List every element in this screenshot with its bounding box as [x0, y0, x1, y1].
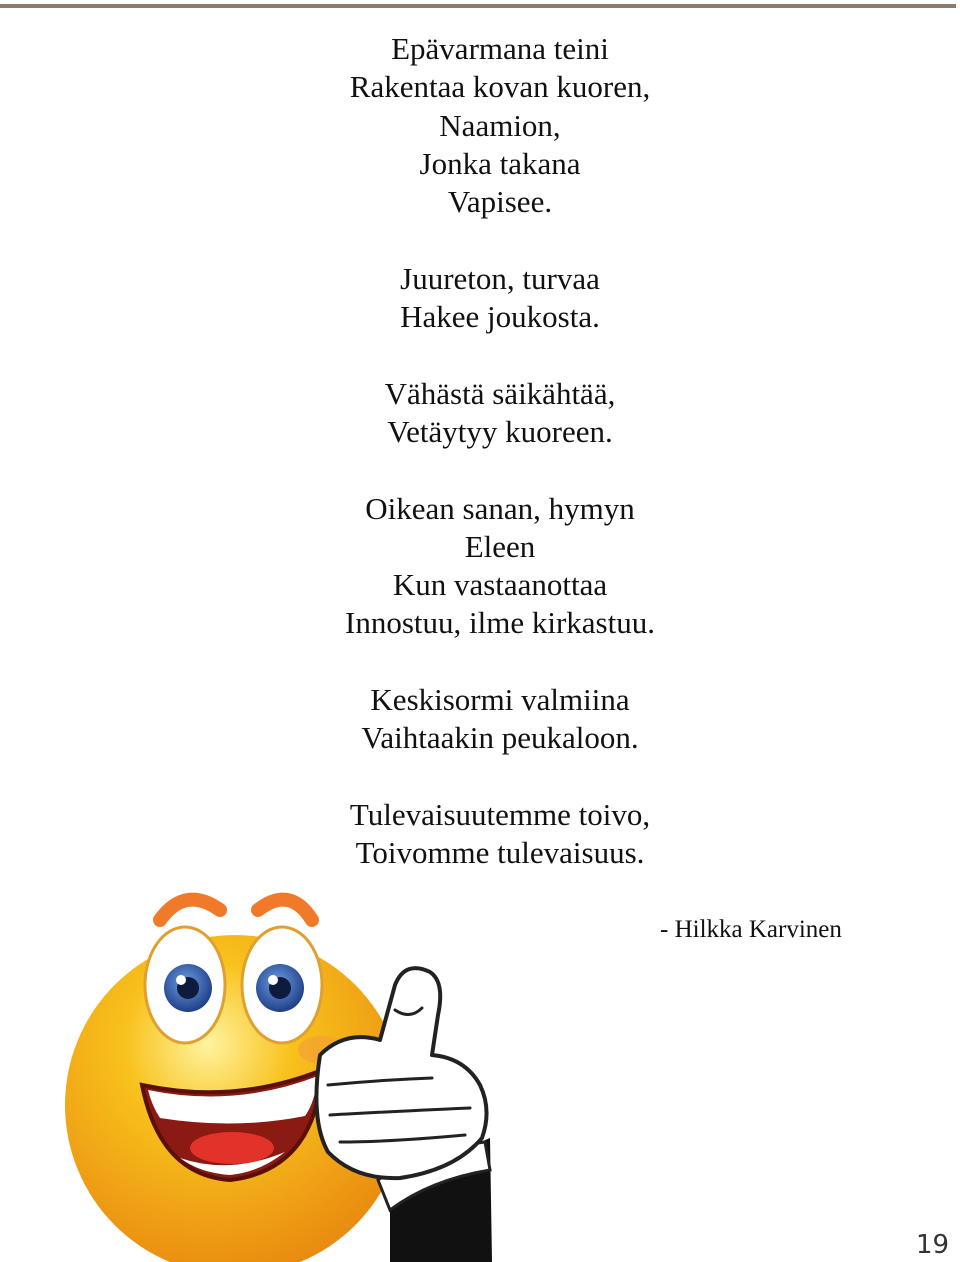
left-eyebrow [160, 900, 220, 920]
poem-line: Vähästä säikähtää, [384, 375, 616, 411]
poem-line: Tulevaisuutemme toivo, [349, 796, 651, 832]
stanza-1 [0, 30, 960, 221]
right-eyebrow [258, 900, 312, 920]
stanza-6 [0, 796, 960, 873]
poem-line: Toivomme tulevaisuus. [355, 835, 645, 871]
poem-line: Oikean sanan, hymyn [365, 490, 635, 526]
poem-line: Naamion, [439, 107, 561, 143]
author-signature: - Hilkka Karvinen [660, 916, 842, 943]
poem-line: Epävarmana teini [391, 31, 609, 66]
poem-line: Rakentaa kovan kuoren, [349, 69, 651, 105]
stanza-5 [0, 681, 960, 758]
poem-line: Juureton, turvaa [400, 260, 600, 296]
poem-line: Kun vastaanottaa [392, 567, 608, 603]
poem-line: Keskisormi valmiina [370, 682, 630, 718]
stanza-4 [0, 490, 960, 643]
poem-line: Vaihtaakin peukaloon. [361, 720, 639, 756]
poem-line: Vetäytyy kuoreen. [387, 413, 613, 449]
poem-line: Innostuu, ilme kirkastuu. [345, 605, 655, 641]
thumbs-up-smiley-icon [60, 880, 520, 1262]
page-number: 19 [916, 1230, 950, 1260]
poem-line: Eleen [464, 528, 536, 564]
left-eye-shine [176, 975, 186, 985]
right-eye-shine [268, 975, 278, 985]
poem-line: Hakee joukosta. [400, 299, 600, 335]
tongue [190, 1132, 274, 1164]
poem [0, 30, 960, 873]
poem-line: Vapisee. [447, 184, 553, 220]
top-rule [0, 4, 956, 8]
stanza-2 [0, 260, 960, 337]
poem-line: Jonka takana [419, 145, 581, 181]
stanza-3 [0, 375, 960, 452]
